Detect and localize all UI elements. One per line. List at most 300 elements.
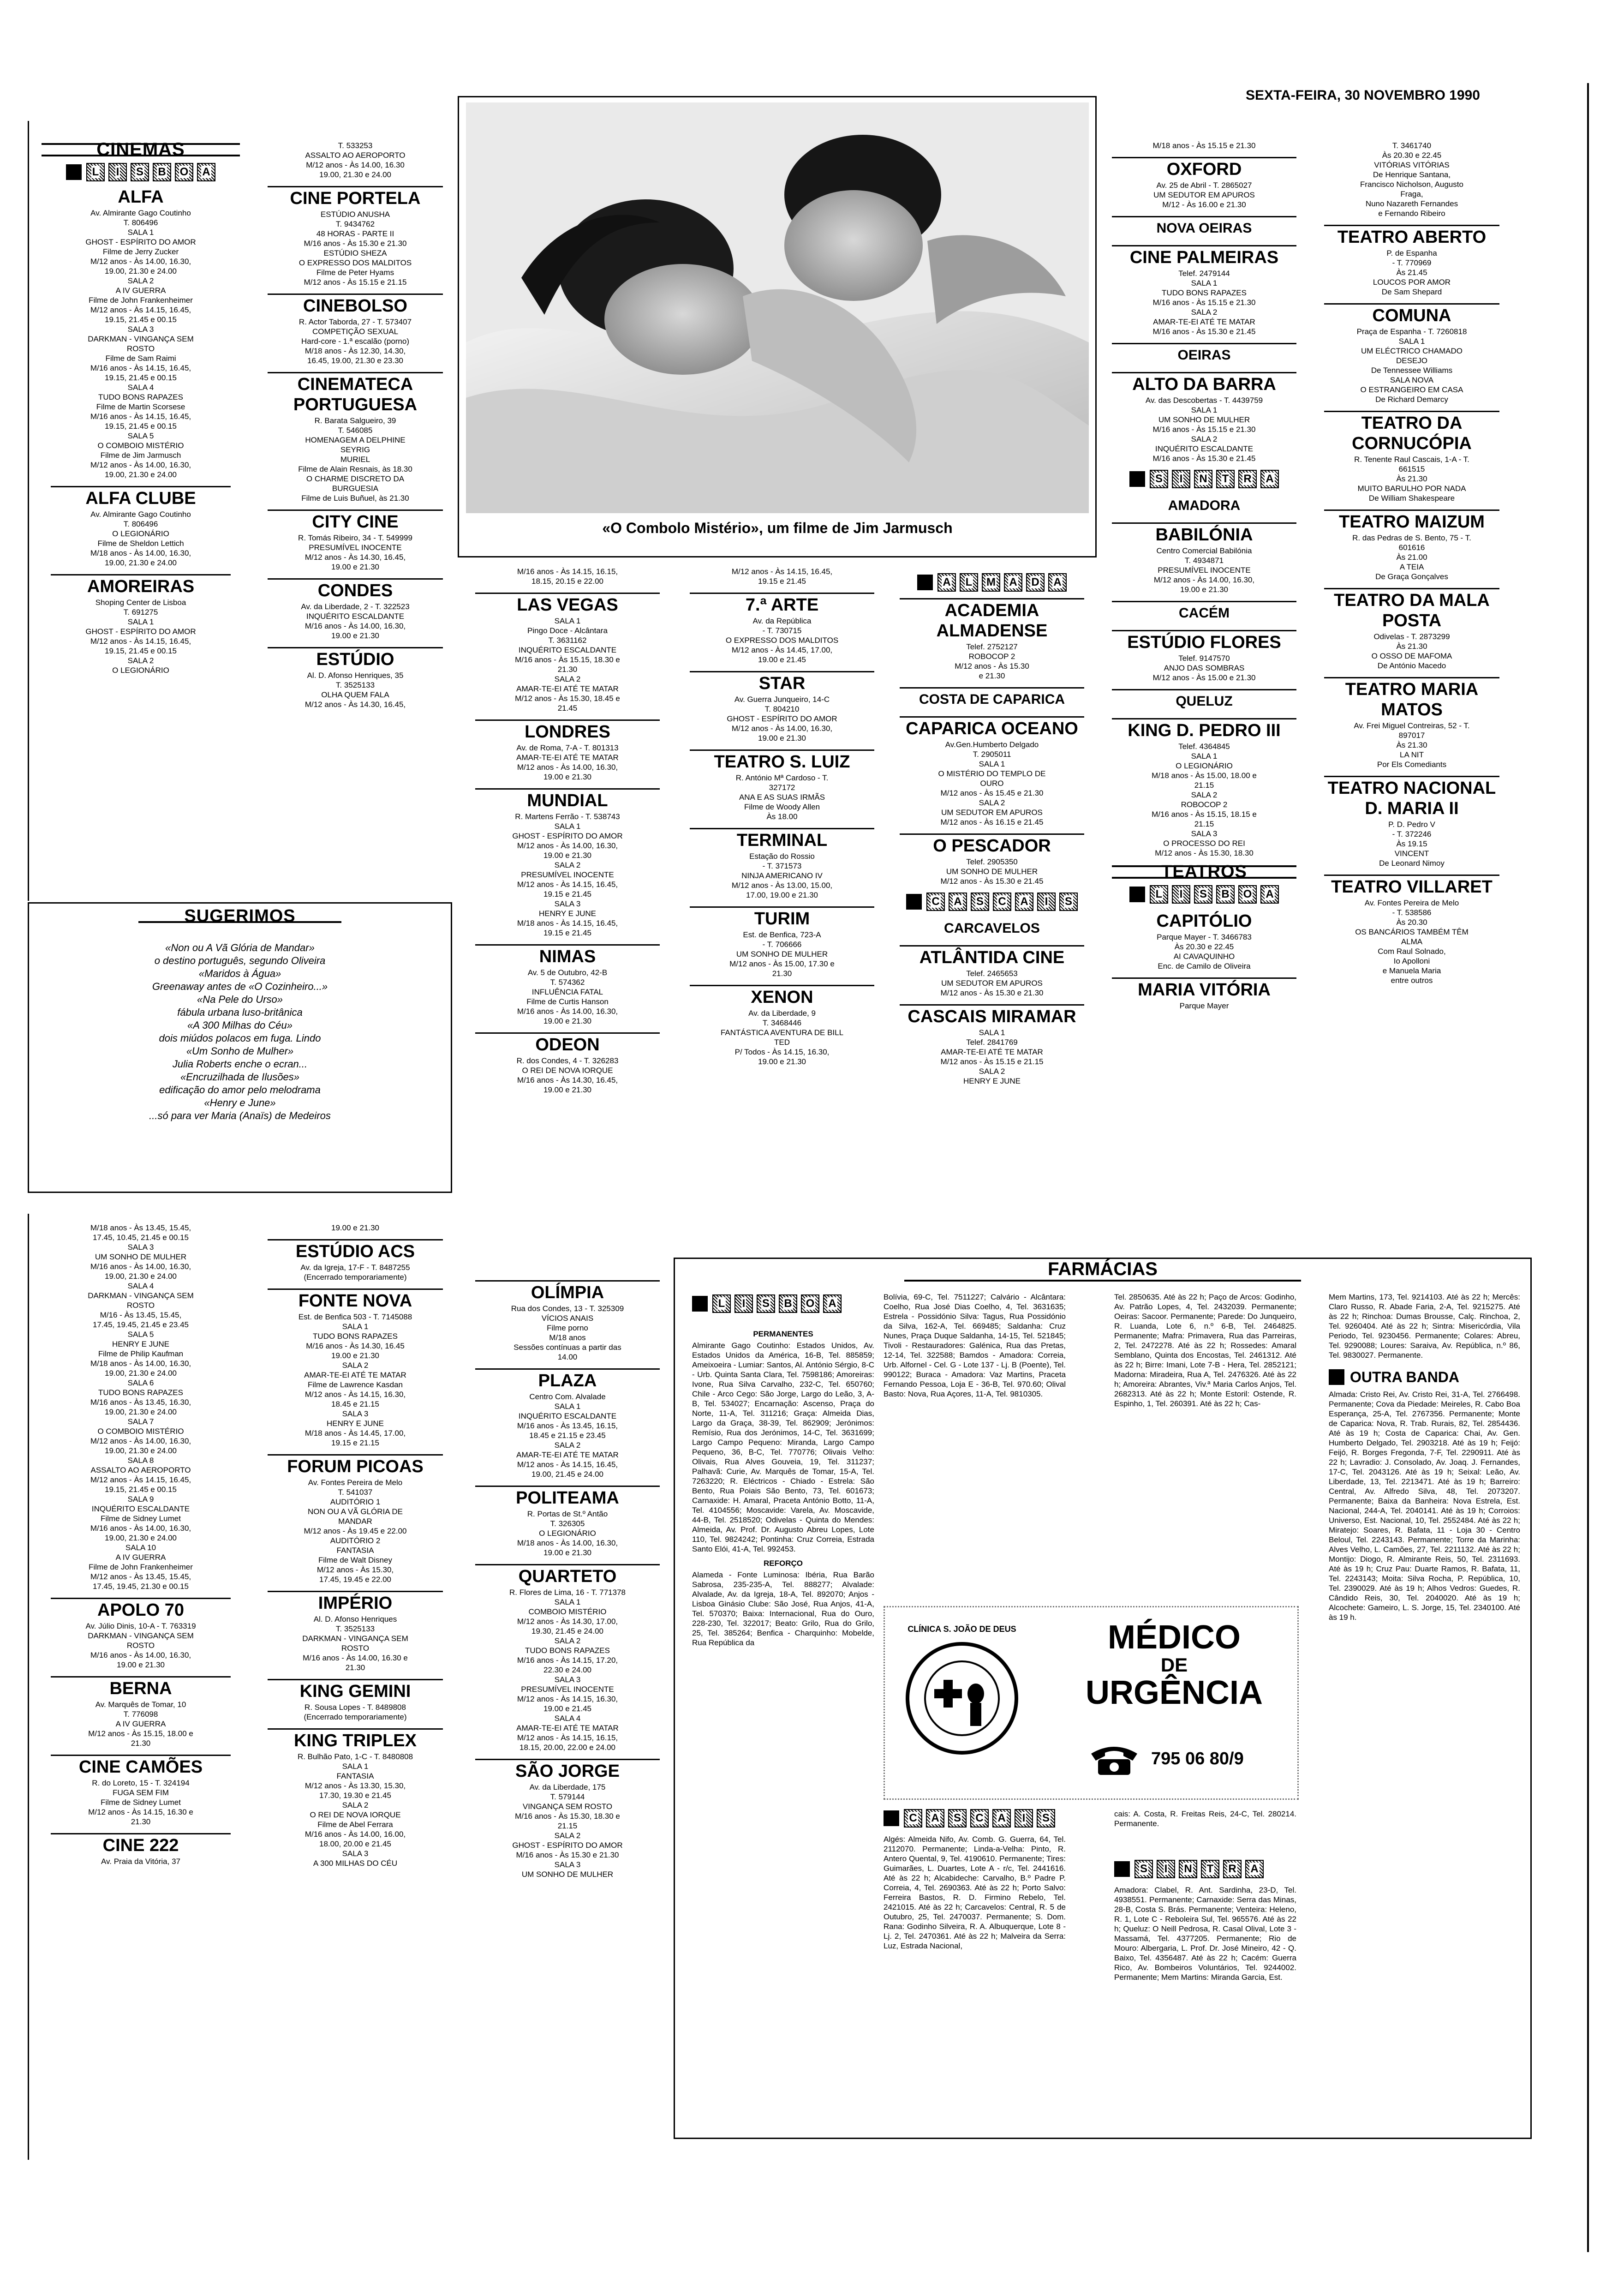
venue-name: TEATRO ABERTO (1324, 225, 1499, 247)
venue-name: ESTÚDIO ACS (268, 1239, 443, 1262)
venue-name: OLÍMPIA (475, 1280, 660, 1303)
venue-entry (258, 186, 452, 287)
venue-listing: Av. Almirante Gago Coutinho T. 806496 O LEGIONÁRIO Filme de Sheldon Lettich M/18 anos - Às 14.00, 16.30, 19.00, 21.30 e 24.00 (90, 510, 191, 567)
venue-entry (258, 1591, 452, 1672)
venue-entry (681, 985, 884, 1067)
venue-entry (681, 567, 884, 586)
farmacias-sintra-band (1114, 1860, 1264, 1878)
venue-name: ODEON (475, 1032, 660, 1055)
venue-name: MARIA VITÓRIA (1112, 977, 1296, 1000)
band-letter: O (175, 163, 193, 181)
venue-entry (890, 1004, 1093, 1086)
venue-listing: M/18 anos - Às 13.45, 15.45, 17.45, 10.45, 21.45 e 00.15 SALA 3 UM SONHO DE MULHER M/16 anos - Às 14.00, 16.30, 19.00, 21.30 e 24.00 SALA 4 DARKMAN - VINGANÇA SEM ROSTO M/16 - Às 13.45, 15.45, 17.45, 19.45, 21.45 e 23.45 SALA 5 HENRY E JUNE Filme de Philip Kaufman M/18 anos - Às 14.00, 16.30, 19.00, 21.30 e 24.00 SALA 6 TUDO BONS RAPAZES M/16 anos - Às 13.45, 16.30, 19.00, 21.30 e 24.00 SALA 7 O COMBOIO MISTÉRIO M/12 anos - Às 14.00, 16.30, 19.00, 21.30 e 24.00 SALA 8 ASSALTO AO AEROPORTO M/12 anos - Às 14.15, 16.45, 19.15, 21.45 e 00.15 SALA 9 INQUÉRITO ESCALDANTE Filme de Sidney Lumet M/16 anos - Às 14.00, 16.30, 19.00, 21.30 e 24.00 SALA 10 A IV GUERRA Filme de John Frankenheimer M/12 anos - Às 13.45, 15.45, 17.45, 19.45, 21.30 e 00.15 (88, 1223, 194, 1591)
band-letter: A (992, 1809, 1011, 1828)
cinemas-col4b (890, 567, 1093, 1089)
venue-entry (890, 945, 1093, 998)
venue-listing: R. Portas de St.º Antão T. 326305 O LEGIONÁRIO M/18 anos - Às 14.00, 16.30, 19.00 e 21.30 (517, 1510, 618, 1557)
venue-listing: Av. Frei Miguel Contreiras, 52 - T. 897017 Às 21.30 LA NIT Por Els Comediants (1354, 721, 1470, 769)
band-letters (904, 1809, 1055, 1828)
venue-listing: Av. Marquês de Tomar, 10 T. 776098 A IV GUERRA M/12 anos - Às 15.15, 18.00 e 21.30 (88, 1700, 193, 1748)
permanentes-title: PERMANENTES (753, 1330, 813, 1338)
region-band-lisboa (42, 163, 240, 181)
band-letter: I (734, 1294, 753, 1313)
venue-name: FONTE NOVA (268, 1288, 443, 1311)
band-letters (712, 1294, 842, 1313)
region-band-almada (890, 573, 1093, 592)
cinemas-col4 (681, 567, 884, 1069)
venue-listing: M/12 anos - Às 14.15, 16.45, 19.15 e 21.45 (731, 567, 833, 586)
venue-entry (1315, 141, 1509, 218)
venue-listing: Av. Almirante Gago Coutinho T. 806496 SALA 1 GHOST - ESPÍRITO DO AMOR Filme de Jerry Zucker M/12 anos - Às 14.00, 16.30, 19.00, 21.30 e 24.00 SALA 2 A IV GUERRA Filme de John Frankenheimer M/12 anos - Às 14.15, 16.45, 19.15, 21.45 e 00.15 SALA 3 DARKMAN - VINGANÇA SEM ROSTO Filme de Sam Raimi M/16 anos - Às 14.15, 16.45, 19.15, 21.45 e 00.15 SALA 4 TUDO BONS RAPAZES Filme de Martin Scorsese M/16 anos - Às 14.15, 16.45, 19.15, 21.45 e 00.15 SALA 5 O COMBOIO MISTÉRIO Filme de Jim Jarmusch M/12 anos - Às 14.00, 16.30, 19.00, 21.30 e 24.00 (85, 209, 196, 479)
venue-entry (466, 719, 669, 782)
venue-name: TURIM (690, 906, 874, 929)
venue-name: CINEBOLSO (268, 294, 443, 316)
venue-entry (466, 1368, 669, 1479)
venue-entry (42, 186, 240, 479)
band-letter: A (1004, 573, 1022, 592)
band-square-icon (66, 164, 82, 180)
venue-listing: Telef. 2479144 SALA 1 TUDO BONS RAPAZES M/16 anos - Às 15.15 e 21.30 SALA 2 AMAR-TE-EI ATÉ TE MATAR M/16 anos - Às 15.30 e 21.45 (1152, 269, 1256, 336)
sugerimos-text: «Non ou A Vã Glória de Mandar» o destino português, segundo Oliveira «Maridos à Água» Greenaway antes de «O Cozinheiro...» «Na Pele do Urso» fábula urbana luso-britânica «A 300 Milhas do Céu» dois miúdos polacos em fuga. Lindo «Um Sonho de Mulher» Julia Roberts enche o ecran... «Encruzilhada de Ilusões» edificação do amor pelo melodrama «Henry e June» ...só para ver Maria (Anaïs) de Medeiros (149, 942, 331, 1121)
venue-name: O PESCADOR (900, 833, 1084, 856)
venue-entry (681, 749, 884, 821)
venue-listing: R. das Pedras de S. Bento, 75 - T. 601616 Às 21.00 A TEIA De Graça Gonçalves (1352, 533, 1471, 581)
venue-listing: R. Flores de Lima, 16 - T. 771378 SALA 1 COMBOIO MISTÉRIO M/12 anos - Às 14.30, 17.00, 19.30, 21.45 e 24.00 SALA 2 TUDO BONS RAPAZES M/16 anos - Às 14.15, 17.20, 22.30 e 24.00 SALA 3 PRESUMÍVEL INOCENTE M/12 anos - Às 14.15, 16.30, 19.00 e 21.45 SALA 4 AMAR-TE-EI ATÉ TE MATAR M/12 anos - Às 14.15, 16.15, 18.15, 20.00, 22.00 e 24.00 (509, 1588, 626, 1752)
venue-name: CINE CAMÕES (51, 1755, 231, 1777)
venue-name: CINEMATECA PORTUGUESA (268, 372, 443, 415)
cinemas-col3 (466, 567, 669, 1097)
band-letter: S (1150, 470, 1168, 488)
venue-entry (1103, 977, 1306, 1011)
venue-name: TEATRO DA CORNUCÓPIA (1324, 411, 1499, 454)
band-letter: C (904, 1809, 922, 1828)
band-letters (937, 573, 1067, 592)
band-letter: L (960, 573, 978, 592)
venue-listing: Rua dos Condes, 13 - T. 325309 VÍCIOS ANAIS Filme porno M/18 anos Sessões contínuas a partir das 14.00 (511, 1304, 624, 1361)
venue-listing: SALA 1 Telef. 2841769 AMAR-TE-EI ATÉ TE MATAR M/12 anos - Às 15.15 e 21.15 SALA 2 HENRY E JUNE (940, 1028, 1044, 1085)
venue-name: CAPITÓLIO (1156, 911, 1252, 931)
venue-name: FORUM PICOAS (268, 1454, 443, 1477)
venue-entry (890, 598, 1093, 681)
venue-listing: Av. 25 de Abril - T. 2865027 UM SEDUTOR EM APUROS M/12 - Às 16.00 e 21.30 (1153, 181, 1255, 209)
band-letter: T (1201, 1860, 1219, 1878)
film-still-image (466, 102, 1089, 513)
venue-listing: Av. Fontes Pereira de Melo - T. 538586 Às 20.30 OS BANCÁRIOS TAMBÉM TÊM ALMA Com Raul Solnado, Io Apolloni e Manuela Maria entre outros (1355, 899, 1469, 985)
band-letter: A (926, 1809, 944, 1828)
region-band-teatros-lisboa (1103, 885, 1306, 904)
region-band-sintra (1103, 470, 1306, 488)
band-letter: S (1194, 885, 1212, 904)
band-letter: C (970, 1809, 989, 1828)
band-letter: I (1037, 893, 1056, 911)
venue-entry (1103, 141, 1306, 150)
band-letter: C (993, 893, 1011, 911)
venue-listing: Av. da República - T. 730715 O EXPRESSO DOS MALDITOS M/12 anos - Às 14.45, 17.00, 19.00 e 21.45 (725, 617, 839, 664)
medico-title-line1: MÉDICO (1108, 1619, 1241, 1656)
venue-entry (258, 647, 452, 709)
venue-entry (1103, 372, 1306, 463)
venue-entry (42, 574, 240, 675)
venue-name: PLAZA (475, 1368, 660, 1391)
band-square-icon (1129, 471, 1145, 487)
venue-entry (1103, 910, 1306, 971)
venue-name: CAPARICA OCEANO (900, 716, 1084, 739)
farmacias-cascais-text: Algés: Almeida Nifo, Av. Comb. G. Guerra, 64, Tel. 2112070. Permanente; Linda-a-Velha: Pinto, R. Antero Quental, 9, Tel. 4190610. Permanente; Tires: Guimarães, L. Duartes, Lote A - r/c, Tel. 2441616. Até às 22 h; Alcabideche: Carvalho, B.º Padre P. Correia, 4, Tel. 2690363. Até às 22 h; Porto Salvo: Ferreira Bastos, R. D. Firmino Rebelo, Tel. 2421015. Até às 22 h; Carcavelos: Central, R. 5 de Outubro, 25, Tel. 2470037. Permanente; S. Dom. Rana: Godinho Silveira, R. A. Albuquerque, Lote 8 - Lj. 2, Tel. 2470361. Até às 22 h; Malveira da Serra: Luz, Estrada Nacional, (884, 1835, 1066, 1950)
band-letter: C (926, 893, 945, 911)
venue-entry (466, 944, 669, 1026)
venue-listing: Telef. 9147570 ANJO DAS SOMBRAS M/12 anos - Às 15.00 e 21.30 (1152, 654, 1256, 682)
venue-entry (42, 1755, 240, 1827)
medico-phone: 795 06 80/9 (1151, 1749, 1244, 1768)
venue-entry (258, 372, 452, 503)
venue-name: TEATRO NACIONAL D. MARIA II (1324, 776, 1499, 819)
venue-entry (466, 1280, 669, 1362)
venue-name: QUELUZ (1112, 689, 1296, 712)
venue-entry (1315, 588, 1509, 671)
venue-listing: Av.Gen.Humberto Delgado T. 2905011 SALA 1 O MISTÉRIO DO TEMPLO DE OURO M/12 anos - Às 15.45 e 21.30 SALA 2 UM SEDUTOR EM APUROS M/12 anos - Às 16.15 e 21.45 (938, 740, 1046, 827)
medico-title-line3: URGÊNCIA (1085, 1674, 1263, 1711)
venue-entry (1103, 245, 1306, 336)
venue-listing: Av. 5 de Outubro, 42-B T. 574362 INFLUÊNCIA FATAL Filme de Curtis Hanson M/16 anos - Às 14.00, 16.30, 19.00 e 21.30 (517, 968, 618, 1025)
venue-entry (1315, 677, 1509, 769)
cinemas-heading: CINEMAS (42, 143, 240, 156)
band-letter: R (1238, 470, 1257, 488)
outra-banda-label: OUTRA BANDA (1350, 1368, 1460, 1385)
venue-listing: R. do Loreto, 15 - T. 324194 FUGA SEM FIM Filme de Sidney Lumet M/12 anos - Às 14.15, 16.30 e 21.30 (88, 1779, 193, 1826)
venue-name: COSTA DE CAPARICA (900, 687, 1084, 710)
venue-listing: Av. Guerra Junqueiro, 14-C T. 804210 GHOST - ESPÍRITO DO AMOR M/12 anos - Às 14.00, 16.30, 19.00 e 21.30 (727, 695, 837, 743)
venue-entry (1103, 601, 1306, 623)
farmacias-heading: FARMÁCIAS (904, 1259, 1301, 1282)
band-letter: S (1059, 893, 1078, 911)
band-square-icon (1129, 887, 1145, 902)
band-letter: N (1179, 1860, 1197, 1878)
venue-listing: R. Bulhão Pato, 1-C - T. 8480808 SALA 1 FANTASIA M/12 anos - Às 13.30, 15.30, 17.30, 19.30 e 21.45 SALA 2 O REI DE NOVA IORQUE Filme de Abel Ferrara M/16 anos - Às 14.00, 16.00, 18.00, 20.00 e 21.45 SALA 3 A 300 MILHAS DO CÉU (297, 1752, 413, 1868)
band-square-icon (692, 1296, 708, 1312)
venue-name: 7.ª ARTE (690, 593, 874, 615)
film-still-illustration (466, 102, 1089, 513)
venue-listing: Av. de Roma, 7-A - T. 801313 AMAR-TE-EI ATÉ TE MATAR M/12 anos - Às 14.00, 16.30, 19.00 e 21.30 (516, 743, 619, 781)
venue-entry (1315, 509, 1509, 581)
venue-entry (258, 1288, 452, 1448)
venue-name: ATLÂNTIDA CINE (900, 945, 1084, 968)
venue-entry (1315, 776, 1509, 868)
band-letter: B (1216, 885, 1235, 904)
venue-name: IMPÉRIO (268, 1591, 443, 1613)
venue-entry (42, 1833, 240, 1866)
venue-entry (890, 687, 1093, 710)
venue-listing: R. Actor Taborda, 27 - T. 573407 COMPETIÇÃO SEXUAL Hard-core - 1.ª escalão (porno) M/18 anos - Às 12.30, 14.30, 16.45, 19.00, 21.30 e 23.30 (299, 318, 412, 365)
venue-listing: R. Martens Ferrão - T. 538743 SALA 1 GHOST - ESPÍRITO DO AMOR M/12 anos - Às 14.00, 16.30, 19.00 e 21.30 SALA 2 PRESUMÍVEL INOCENTE M/12 anos - Às 14.15, 16.45, 19.15 e 21.45 SALA 3 HENRY E JUNE M/18 anos - Às 14.15, 16.45, 19.15 e 21.45 (512, 812, 623, 937)
band-letter: A (937, 573, 956, 592)
band-letter: A (949, 893, 967, 911)
band-letter: O (1238, 885, 1257, 904)
band-square-icon (1329, 1369, 1344, 1385)
venue-name: CITY CINE (268, 509, 443, 532)
venue-listing: SALA 1 Pingo Doce - Alcântara T. 3631162 INQUÉRITO ESCALDANTE M/16 anos - Às 15.15, 18.30 e 21.30 SALA 2 AMAR-TE-EI ATÉ TE MATAR M/12 anos - Às 15.30, 18.45 e 21.45 (515, 617, 620, 713)
venue-entry (1103, 495, 1306, 516)
venue-name: APOLO 70 (51, 1598, 231, 1620)
venue-name: SÃO JORGE (475, 1759, 660, 1781)
band-letter: I (1015, 1809, 1033, 1828)
venue-entry (1315, 225, 1509, 297)
band-letter: M (982, 573, 1000, 592)
venue-entry (1315, 411, 1509, 503)
venue-entry (466, 593, 669, 713)
band-letter: A (823, 1294, 842, 1313)
band-letters (86, 163, 215, 181)
venue-listing: Telef. 4364845 SALA 1 O LEGIONÁRIO M/18 anos - Às 15.00, 18.00 e 21.15 SALA 2 ROBOCOP 2 M/16 anos - Às 15.15, 18.15 e 21.15 SALA 3 O PROCESSO DO REI M/12 anos - Às 15.30, 18.30 (1152, 742, 1257, 857)
venue-entry (1315, 303, 1509, 404)
venue-listing: T. 533253 ASSALTO AO AEROPORTO M/12 anos - Às 14.00, 16.30 19.00, 21.30 e 24.00 (305, 141, 406, 179)
venue-listing: Av. da Liberdade, 175 T. 579144 VINGANÇA SEM ROSTO M/16 anos - Às 15.30, 18.30 e 21.15 SALA 2 GHOST - ESPÍRITO DO AMOR M/16 anos - Às 15.30 e 21.30 SALA 3 UM SONHO DE MULHER (512, 1783, 623, 1879)
venue-listing: Odivelas - T. 2873299 Às 21.30 O OSSO DE MAFOMA De António Macedo (1371, 632, 1452, 670)
venue-name: COMUNA (1324, 303, 1499, 326)
venue-name: CINE 222 (51, 1833, 231, 1856)
cinemas-col5 (1103, 141, 1306, 1013)
band-letter: B (153, 163, 171, 181)
venue-entry (258, 294, 452, 366)
venue-name: NIMAS (475, 944, 660, 967)
farmacias-cascais-band (884, 1809, 1055, 1828)
venue-entry (42, 486, 240, 568)
venue-listing: R. Sousa Lopes - T. 8489808 (Encerrado temporariamente) (304, 1703, 407, 1721)
venue-name: TEATRO MARIA MATOS (1324, 677, 1499, 720)
band-square-icon (917, 575, 933, 590)
venue-entry (1103, 343, 1306, 366)
band-letter: A (1245, 1860, 1264, 1878)
venue-name: QUARTETO (475, 1564, 660, 1587)
venue-listing: Av. da Liberdade, 2 - T. 322523 INQUÉRITO ESCALDANTE M/16 anos - Às 14.00, 16.30, 19.00 e 21.30 (301, 602, 410, 640)
farmacias-col1 (692, 1329, 874, 1648)
venue-listing: Parque Mayer (1179, 1001, 1229, 1010)
venue-name: TERMINAL (690, 828, 874, 851)
venue-name: ESTÚDIO FLORES (1112, 630, 1296, 653)
venue-entry (1103, 718, 1306, 858)
medico-title (1077, 1620, 1271, 1710)
venue-listing: Centro Comercial Babilónia T. 4934871 PRESUMÍVEL INOCENTE M/12 anos - Às 14.00, 16.30, 19.00 e 21.30 (1153, 546, 1255, 594)
venue-entry (1103, 689, 1306, 712)
venue-listing: M/18 anos - Às 15.15 e 21.30 (1152, 141, 1256, 150)
venue-entry (258, 1239, 452, 1282)
venue-listing: Estação do Rossio - T. 371573 NINJA AMERICANO IV M/12 anos - Às 13.00, 15.00, 17.00, 19.00 e 21.30 (731, 852, 833, 899)
venue-name: POLITEAMA (475, 1486, 660, 1508)
band-letter: R (1223, 1860, 1242, 1878)
venue-entry (1103, 630, 1306, 683)
band-letter: S (131, 163, 149, 181)
venue-name: AMOREIRAS (51, 574, 231, 597)
farmacias-sintra-cont: Mem Martins, 173, Tel. 9214103. Até às 22 h; Mercês: Claro Russo, R. Abade Faria, 2-A, Tel. 9215275. Até às 22 h; Rinchoa: Dumas Brousse, Calç. Rinchoa, 2, Tel. 9260404. Até às 22 h; Sintra: Misericórdia, Vila Periodo, Tel. 9230456. Permanente; Colares: Abreu, Tel. 9290088; Loures: Saraiva, Av. República, n.º 86, Tel. 9830027. Permanente. (1329, 1293, 1520, 1360)
band-letter: L (1150, 885, 1168, 904)
venue-name: CINE PORTELA (268, 186, 443, 209)
venue-entry (42, 1598, 240, 1670)
lower-col1 (42, 1223, 240, 1869)
venue-entry (466, 1564, 669, 1752)
cinemas-col2 (258, 141, 452, 712)
venue-listing: Telef. 2465653 UM SEDUTOR EM APUROS M/12 anos - Às 15.30 e 21.30 (940, 969, 1044, 997)
cinemas-col1 (42, 139, 240, 678)
venue-name: CACÉM (1112, 601, 1296, 623)
medico-urgencia-ad (884, 1606, 1299, 1800)
venue-name: TEATRO DA MALA POSTA (1324, 588, 1499, 631)
band-letters (1150, 470, 1279, 488)
clinic-logo-text: CLÍNICA S. JOÃO DE DEUS (908, 1624, 1016, 1634)
photo-caption: «O Combolo Mistério», um filme de Jim Jarmusch (602, 520, 953, 536)
venue-listing: ESTÚDIO ANUSHA T. 9434762 48 HORAS - PARTE II M/16 anos - Às 15.30 e 21.30 ESTÚDIO SHEZA O EXPRESSO DOS MALDITOS Filme de Peter Hyams M/12 anos - Às 15.15 e 21.15 (299, 210, 412, 287)
venue-name: TEATRO S. LUIZ (690, 749, 874, 772)
band-letter: B (779, 1294, 797, 1313)
band-square-icon (884, 1810, 899, 1826)
venue-name: ALFA CLUBE (51, 486, 231, 509)
venue-entry (258, 1728, 452, 1868)
venue-listing: Av. da Igreja, 17-F - T. 8487255 (Encerrado temporariamente) (300, 1263, 410, 1282)
venue-name: ESTÚDIO (268, 647, 443, 670)
venue-name: ALTO DA BARRA (1112, 372, 1296, 395)
venue-name: TEATRO MAIZUM (1324, 509, 1499, 532)
venue-name: ACADEMIA ALMADENSE (900, 598, 1084, 641)
farmacias-col2: Bolívia, 69-C, Tel. 7511227; Calvário - Alcântara: Coelho, Rua José Dias Coelho, 4, Tel. 3631635; Estrela - Possidónio Silva: Tagus, Rua Possidónio da Silva, 162-A, Tel. 669485; Saldanha: Cruz Nunes, Praça Duque Saldanha, 14-15, Tel. 521845; Tivoli - Restauradores: Galénica, Rua das Pretas, 12-14, Tel. 322588; Bamdos - Amadora: Correia, Urb. Alfornel - Cel. G - Lote 137 - Lj. B (Poente), Tel. 990122; Buraca - Amadora: Vaz Martins, Praceta Fernando Pessoa, Loja E - 36-B, Tel. 970.60; Olival Basto: Nova, Rua Açores, 11-A, Tel. 9810305. (884, 1293, 1066, 1398)
venue-entry (681, 828, 884, 900)
venue-name: AMADORA (1168, 498, 1241, 513)
outra-banda-band (1329, 1369, 1520, 1385)
venue-entry (1103, 216, 1306, 239)
band-letter: N (1194, 470, 1212, 488)
venue-entry (258, 1679, 452, 1722)
venue-name: KING D. PEDRO III (1112, 718, 1296, 741)
venue-listing: Est. de Benfica, 723-A - T. 706666 UM SONHO DE MULHER M/12 anos - Às 15.00, 17.30 e 21.30 (729, 930, 835, 978)
venue-listing: Av. Praia da Vitória, 37 (101, 1857, 180, 1866)
band-letter: D (1026, 573, 1045, 592)
venue-listing: Av. Fontes Pereira de Melo T. 541037 AUDITÓRIO 1 NON OU A VÃ GLÓRIA DE MANDAR M/12 anos - Às 19.45 e 22.00 AUDITÓRIO 2 FANTASIA Filme de Walt Disney M/12 anos - Às 15.30, 17.45, 19.45 e 22.00 (304, 1478, 407, 1584)
venue-entry (1103, 522, 1306, 594)
band-letter: A (1260, 470, 1279, 488)
venue-listing: Av. da Liberdade, 9 T. 3468446 FANTÁSTICA AVENTURA DE BILL TED P/ Todos - Às 14.15, 16.30, 19.00 e 21.30 (720, 1009, 844, 1066)
lower-col3 (466, 1274, 669, 1882)
venue-name: LONDRES (475, 719, 660, 742)
medico-title-line2: DE (1160, 1654, 1188, 1676)
venue-name: OEIRAS (1112, 343, 1296, 366)
farmacias-col3: Tel. 2850635. Até às 22 h; Paço de Arcos: Godinho, Av. Patrão Lopes, 4, Tel. 2432039. Permanente; Oeiras: Sacoor. Permanente; Parede: Do Junqueiro, R. Luanda, Lote 6, n.º 6-B, Tel. 2464825. Permanente; Mafra: Primavera, Rua das Parreiras, 2, Tel. 2472278. Até às 22 h; Rossedes: Amaral Semblano, Quinta dos Encostas, Tel. 2461312. Até às 22 h; Birre: Imani, Lote 7-B - Hera, Tel. 2852121; Madorna: Miradeira, Rua A, Tel. 2476326. Até às 22 h; Amoreira: Abrantes, Viv.ª Maria Carlos Anjos, Tel. 2682313. Até às 22 h; Monte Estoril: Ostende, R. Espinho, 1, Tel. 260391. Até às 22 h; Cas- (1114, 1293, 1296, 1408)
venue-listing: Shoping Center de Lisboa T. 691275 SALA 1 GHOST - ESPÍRITO DO AMOR M/12 anos - Às 14.15, 16.45, 19.15, 21.45 e 00.15 SALA 2 O LEGIONÁRIO (85, 598, 196, 675)
venue-entry (681, 593, 884, 665)
band-letters (1134, 1860, 1264, 1878)
venue-listing: Al. D. Afonso Henriques T. 3525133 DARKMAN - VINGANÇA SEM ROSTO M/16 anos - Às 14.00, 16.30 e 21.30 (302, 1615, 408, 1672)
band-letter: I (1172, 470, 1190, 488)
band-letter: S (757, 1294, 775, 1313)
band-letter: O (801, 1294, 819, 1313)
venue-name: BERNA (51, 1676, 231, 1699)
band-letter: I (108, 163, 127, 181)
venue-listing: Telef. 2752127 ROBOCOP 2 M/12 anos - Às 15.30 e 21.30 (955, 642, 1029, 680)
venue-entry (466, 567, 669, 586)
band-letter: S (1037, 1809, 1055, 1828)
venue-name: KING GEMINI (268, 1679, 443, 1702)
band-letter: S (948, 1809, 967, 1828)
venue-name: CASCAIS MIRAMAR (900, 1004, 1084, 1027)
band-letter: S (1134, 1860, 1153, 1878)
venue-entry (890, 833, 1093, 886)
venue-listing: R. Tomás Ribeiro, 34 - T. 549999 PRESUMÍVEL INOCENTE M/12 anos - Às 14.30, 16.45, 19.00 e 21.30 (298, 533, 412, 571)
venue-listing: Al. D. Afonso Henriques, 35 T. 3525133 OLHA QUEM FALA M/12 anos - Às 14.30, 16.45, (304, 671, 406, 709)
telephone-icon (1087, 1740, 1142, 1777)
venue-listing: R. Tenente Raul Cascais, 1-A - T. 661515 Às 21.30 MUITO BARULHO POR NADA De William Shakespeare (1354, 455, 1469, 503)
venue-name: CONDES (268, 578, 443, 601)
venue-listing: R. dos Condes, 4 - T. 326283 O REI DE NOVA IORQUE M/16 anos - Às 14.30, 16.45, 19.00 e 21.30 (516, 1056, 619, 1094)
venue-entry (466, 1032, 669, 1095)
venue-entry (258, 1223, 452, 1233)
venue-entry (1315, 875, 1509, 985)
region-band-cascais (890, 893, 1093, 911)
venue-entry (258, 578, 452, 641)
venue-listing: Av. Júlio Dinis, 10-A - T. 763319 DARKMAN - VINGANÇA SEM ROSTO M/16 anos - Às 14.00, 16.30, 19.00 e 21.30 (85, 1622, 196, 1669)
venue-name: CINE PALMEIRAS (1112, 245, 1296, 268)
venue-entry (258, 1454, 452, 1584)
band-letter: A (197, 163, 215, 181)
clinic-logo-icon (902, 1638, 1022, 1758)
venue-listing: T. 3461740 Às 20.30 e 22.45 VITÓRIAS VITÓRIAS De Henrique Santana, Francisco Nicholson, Augusto Fraga, Nuno Nazareth Fernandes e Fernando Ribeiro (1360, 141, 1463, 218)
venue-listing: Parque Mayer - T. 3466783 Às 20.30 e 22.45 AI CAVAQUINHO Enc. de Camilo de Oliveira (1157, 933, 1252, 971)
venue-name: OXFORD (1112, 157, 1296, 180)
venue-entry (42, 1223, 240, 1591)
farmacias-permanentes-text: Almirante Gago Coutinho: Estados Unidos, Av. Estados Unidos da América, 16-B, Tel. 885859; Ameixoeira - Lumiar: Santos, Al. António Sérgio, 8-C - Urb. Quinta Santa Clara, Tel. 7598186; Amoreiras: Ivone, Rua Silva Carvalho, 232-C, Tel. 650760; Chile - Arco Cego: São Jorge, Largo do Leão, 3, A-B, Tel. 534027; Encarnação: Ascenso, Praça do Norte, 11-A, Tel. 311216; Graça: Almeida Dias, Largo da Graça, 38-39, Tel. 862909; Jerónimos: Remísio, Rua dos Jerónimos, 14-C, Tel. 3631699; Largo Campo Pequeno: Miranda, Largo Campo Pequeno, 36, B-C, Tel. 770776; Olivais Velho: Olivais, Rua Alves Gouveia, 19, Tel. 311237; Palhavã: Curie, Av. Marquês de Tomar, 15-A, Tel. 7263220; R. Eléctricos - Chiado - Estrela: São Bento, Rua Poiais São Bento, 73, Tel. 601673; Carnaxide: H. Amaral, Praceta António Botto, 11-A, Tel. 4104556; Moscavide: Varela, Av. Moscavide, 44-B, Tel. 2518520; Odivelas - Quinta do Mendes: Almeida, Av. Prof. Dr. Augusto Abreu Lopes, Lote 110, Tel. 9824242; Pontinha: Cruz Correia, Estrada Santo Elói, 41-A, Tel. 992453. (692, 1341, 874, 1553)
farmacias-col4 (1329, 1292, 1520, 1622)
venue-listing: R. Barata Salgueiro, 39 T. 546085 HOMENAGEM A DELPHINE SEYRIG MURIEL Filme de Alain Resnais, às 18.30 O CHARME DISCRETO DA BURGUESIA Filme de Luis Buñuel, às 21.30 (298, 416, 412, 503)
venue-name: BABILÓNIA (1112, 522, 1296, 545)
venue-name: TEATRO VILLARET (1324, 875, 1499, 897)
band-letters (1150, 885, 1279, 904)
venue-listing: Telef. 2905350 UM SONHO DE MULHER M/12 anos - Às 15.30 e 21.45 (940, 857, 1044, 886)
venue-listing: Centro Com. Alvalade SALA 1 INQUÉRITO ESCALDANTE M/16 anos - Às 13.45, 16.15, 18.45 e 21.15 e 23.45 SALA 2 AMAR-TE-EI ATÉ TE MATAR M/12 anos - Às 14.15, 16.45, 19.00, 21.45 e 24.00 (516, 1392, 619, 1479)
band-letter: A (1048, 573, 1067, 592)
venue-entry (258, 509, 452, 572)
venue-name: KING TRIPLEX (268, 1728, 443, 1751)
venue-entry (1103, 157, 1306, 210)
venue-name: XENON (690, 985, 874, 1007)
venue-entry (466, 1759, 669, 1879)
venue-listing: Est. de Benfica 503 - T. 7145088 SALA 1 TUDO BONS RAPAZES M/16 anos - Às 14.30, 16.45 19.00 e 21.30 SALA 2 AMAR-TE-EI ATÉ TE MATAR Filme de Lawrence Kasdan M/12 anos - Às 14.15, 16.30, 18.45 e 21.15 SALA 3 HENRY E JUNE M/18 anos - Às 14.45, 17.00, 19.15 e 21.15 (298, 1312, 412, 1447)
page-edge-rule (1587, 83, 1589, 2252)
venue-entry (681, 671, 884, 743)
reforco-title: REFORÇO (764, 1559, 803, 1568)
venue-entry (466, 1486, 669, 1558)
farmacias-cascais-cont: cais: A. Costa, R. Freitas Reis, 24-C, Tel. 280214. Permanente. (1114, 1810, 1296, 1828)
band-square-icon (906, 894, 922, 910)
venue-listing: P. D. Pedro V - T. 372246 Às 19.15 VINCENT De Leonard Nimoy (1379, 820, 1445, 868)
venue-name: MUNDIAL (475, 788, 660, 811)
band-letter: L (712, 1294, 731, 1313)
venue-listing: 19.00 e 21.30 (331, 1223, 379, 1232)
venue-listing: Av. das Descobertas - T. 4439759 SALA 1 UM SONHO DE MULHER M/16 anos - Às 15.15 e 21.30 SALA 2 INQUÉRITO ESCALDANTE M/16 anos - Às 15.30 e 21.45 (1145, 396, 1263, 463)
sugerimos-heading: SUGERIMOS (138, 911, 341, 923)
band-letters (926, 893, 1078, 911)
venue-name: STAR (690, 671, 874, 694)
venue-listing: M/16 anos - Às 14.15, 16.15, 18.15, 20.15 e 22.00 (517, 567, 618, 586)
venue-entry (42, 1676, 240, 1748)
farmacias-sintra-text: Amadora: Clabel, R. Ant. Sardinha, 23-D, Tel. 4938551. Permanente; Carnaxide: Serra das Minas, 28-B, Costa S. Brás. Permanente; Venteira: Heleno, R. 1, Lote C - Reboleira Sul, Tel. 965576. Até às 22 h; Queluz: O Neill Pedrosa, R. Casal Olival, Lote 3 - Massamá, Tel. 4377205. Permanente; Rio de Mouro: Albergaria, L. Prof. Dr. José Mineiro, 42 - Q. Baixo, Tel. 4356487. Até às 22 h; Cacém: Guerra Rico, Av. Bombeiros Voluntários, Tel. 9244002. Permanente; Mem Martins: Miranda Garcia, Est. (1114, 1886, 1296, 1982)
band-letter: A (1260, 885, 1279, 904)
farmacias-reforco-text: Alameda - Fonte Luminosa: Ibéria, Rua Barão Sabrosa, 235-235-A, Tel. 888277; Alvalade: Alvalade, Av. da Igreja, 18-A, Tel. 892070; Anjos - Lisboa Ginásio Clube: São José, Rua Anjos, 41-A, Tel. 570370; Baixa: Internacional, Rua do Ouro, 228-230, Tel. 322017; Beato: Grilo, Rua do Grilo, 25, Tel. 385264; Benfica - Charquinho: Mobelde, Rua República da (692, 1570, 874, 1647)
band-letter: L (86, 163, 105, 181)
venue-entry (890, 917, 1093, 939)
lower-col2 (258, 1223, 452, 1871)
band-square-icon (1114, 1861, 1130, 1877)
band-letter: T (1216, 470, 1235, 488)
band-letter: S (971, 893, 989, 911)
band-letter: I (1157, 1860, 1175, 1878)
venue-name: CARCAVELOS (944, 921, 1040, 936)
venue-name: ALFA (118, 187, 164, 207)
band-letter: A (1015, 893, 1033, 911)
